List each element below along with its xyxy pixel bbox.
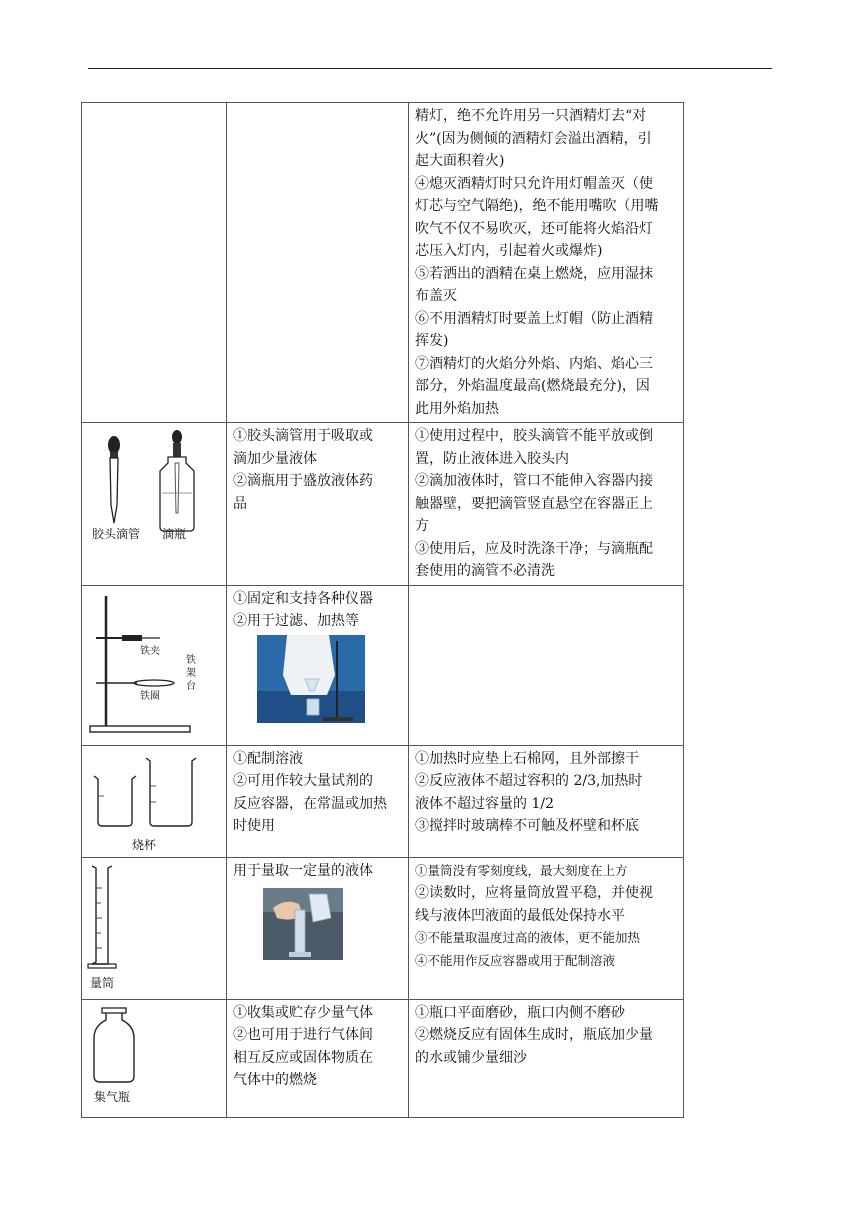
text-line: ①收集或贮存少量气体: [233, 1004, 373, 1021]
table-row-dropper: [82, 423, 684, 586]
precautions-cell: [409, 585, 684, 745]
usage-cell: [227, 103, 409, 423]
text-line: ①瓶口平面磨砂，瓶口内侧不磨砂: [415, 1004, 625, 1021]
iron-ring-caption: 铁圈: [140, 690, 160, 702]
measuring-photo: [263, 888, 343, 960]
text-line: ①量筒没有零刻度线，最大刻度在上方: [415, 862, 628, 878]
text-line: 气体中的燃烧: [233, 1072, 317, 1088]
text-line: 精灯，绝不允许用另一只酒精灯去“对: [415, 108, 647, 124]
lab-instruments-table: [81, 102, 684, 1118]
precautions-cell: [409, 999, 684, 1117]
iron-stand-illustration: [82, 586, 227, 744]
precautions-cell: [409, 423, 684, 586]
precautions-cell: [409, 103, 684, 423]
text-line: 灯芯与空气隔绝)，绝不能用嘴吹（用嘴: [415, 198, 659, 214]
usage-cell: [227, 423, 409, 586]
text-line: ①配制溶液: [233, 750, 303, 767]
text-line: ②反应液体不超过容积的 2/3,加热时: [415, 773, 643, 789]
text-line: 线与液体凹液面的最低处保持水平: [415, 907, 625, 924]
text-line: ③不能量取温度过高的液体，更不能加热: [415, 930, 641, 945]
measuring-cylinder-caption: 量筒: [90, 975, 115, 990]
beaker-caption: 烧杯: [132, 837, 157, 852]
precautions-cell: [409, 745, 684, 857]
text-line: ③使用后，应及时洗涤干净；与滴瓶配: [415, 540, 653, 557]
instrument-image-cell: [82, 585, 227, 745]
instrument-image-cell: [82, 857, 227, 999]
table-row-iron-stand: [82, 585, 684, 745]
text-line: 相互反应或固体物质在: [233, 1049, 373, 1066]
text-line: ①使用过程中，胶头滴管不能平放或倒: [415, 428, 653, 444]
text-line: 置，防止液体进入胶头内: [415, 450, 569, 467]
text-line: ②滴瓶用于盛放液体药: [233, 473, 373, 489]
table-row-beaker: [82, 745, 684, 857]
iron-clamp-caption: 铁夹: [140, 645, 160, 657]
usage-cell: [227, 857, 409, 999]
dropper-caption: 胶头滴管: [92, 527, 141, 541]
text-line: 芯压入灯内，引起着火或爆炸): [415, 243, 603, 259]
iron-stand-caption-2: 架: [186, 667, 196, 679]
text-line: 布盖灭: [415, 288, 457, 304]
text-line: ②燃烧反应有固体生成时，瓶底加少量: [415, 1027, 653, 1043]
text-line: 火”(因为侧倾的酒精灯会溢出酒精，引: [415, 130, 652, 147]
text-line: ②读数时，应将量筒放置平稳，并使视: [415, 885, 653, 901]
text-line: 的水或铺少量细沙: [415, 1049, 527, 1066]
text-line: ⑦酒精灯的火焰分外焰、内焰、焰心三: [415, 355, 653, 372]
text-line: ①固定和支持各种仪器: [233, 590, 373, 607]
text-line: 液体不超过容量的 1/2: [415, 795, 554, 812]
text-line: ⑥不用酒精灯时要盖上灯帽（防止酒精: [415, 310, 653, 327]
text-line: 此用外焰加热: [415, 400, 499, 417]
text-line: ①加热时应垫上石棉网，且外部擦干: [415, 750, 639, 767]
text-line: ②滴加液体时，管口不能伸入容器内接: [415, 473, 653, 489]
text-line: 起大面积着火): [415, 153, 505, 169]
text-line: 滴加少量液体: [233, 450, 317, 467]
instrument-image-cell: [82, 999, 227, 1117]
table-row-alcohol-lamp: [82, 103, 684, 423]
text-line: 品: [233, 495, 247, 512]
instrument-image-cell: [82, 103, 227, 423]
instrument-image-cell: [82, 745, 227, 857]
header-rule: [88, 68, 772, 69]
text-line: ①胶头滴管用于吸取或: [233, 428, 373, 444]
text-line: 吹气不仅不易吹灭，还可能将火焰沿灯: [415, 220, 653, 237]
text-line: 挥发): [415, 333, 449, 349]
text-line: ③搅拌时玻璃棒不可触及杯壁和杯底: [415, 818, 639, 834]
text-line: 用于量取一定量的液体: [233, 862, 373, 879]
text-line: ④不能用作反应容器或用于配制溶液: [415, 952, 616, 968]
gas-bottle-caption: 集气瓶: [94, 1089, 131, 1104]
usage-cell: [227, 999, 409, 1117]
usage-cell: [227, 745, 409, 857]
usage-cell: [227, 585, 409, 745]
text-line: 触器壁，要把滴管竖直悬空在容器正上: [415, 495, 653, 512]
text-line: 时使用: [233, 818, 275, 834]
text-line: ⑤若洒出的酒精在桌上燃烧，应用湿抹: [415, 265, 653, 282]
text-line: 反应容器，在常温或加热: [233, 795, 387, 812]
text-line: ②可用作较大量试剂的: [233, 773, 373, 789]
dropping-bottle-caption: 滴瓶: [162, 527, 187, 541]
iron-stand-caption-1: 铁: [186, 654, 196, 666]
text-line: ②用于过滤、加热等: [233, 613, 359, 629]
text-line: 套使用的滴管不必清洗: [415, 563, 555, 579]
table-row-measuring-cylinder: [82, 857, 684, 999]
table-row-gas-bottle: [82, 999, 684, 1117]
iron-stand-caption-3: 台: [186, 680, 196, 692]
text-line: ②也可用于进行气体间: [233, 1027, 373, 1043]
precautions-cell: [409, 857, 684, 999]
text-line: 方: [415, 518, 429, 534]
text-line: ④熄灭酒精灯时只允许用灯帽盖灭（使: [415, 175, 653, 192]
filtration-photo: [257, 635, 365, 723]
dropper-and-bottle-illustration: [82, 423, 227, 573]
text-line: 部分，外焰温度最高(燃烧最充分)，因: [415, 378, 650, 394]
instrument-image-cell: [82, 423, 227, 586]
